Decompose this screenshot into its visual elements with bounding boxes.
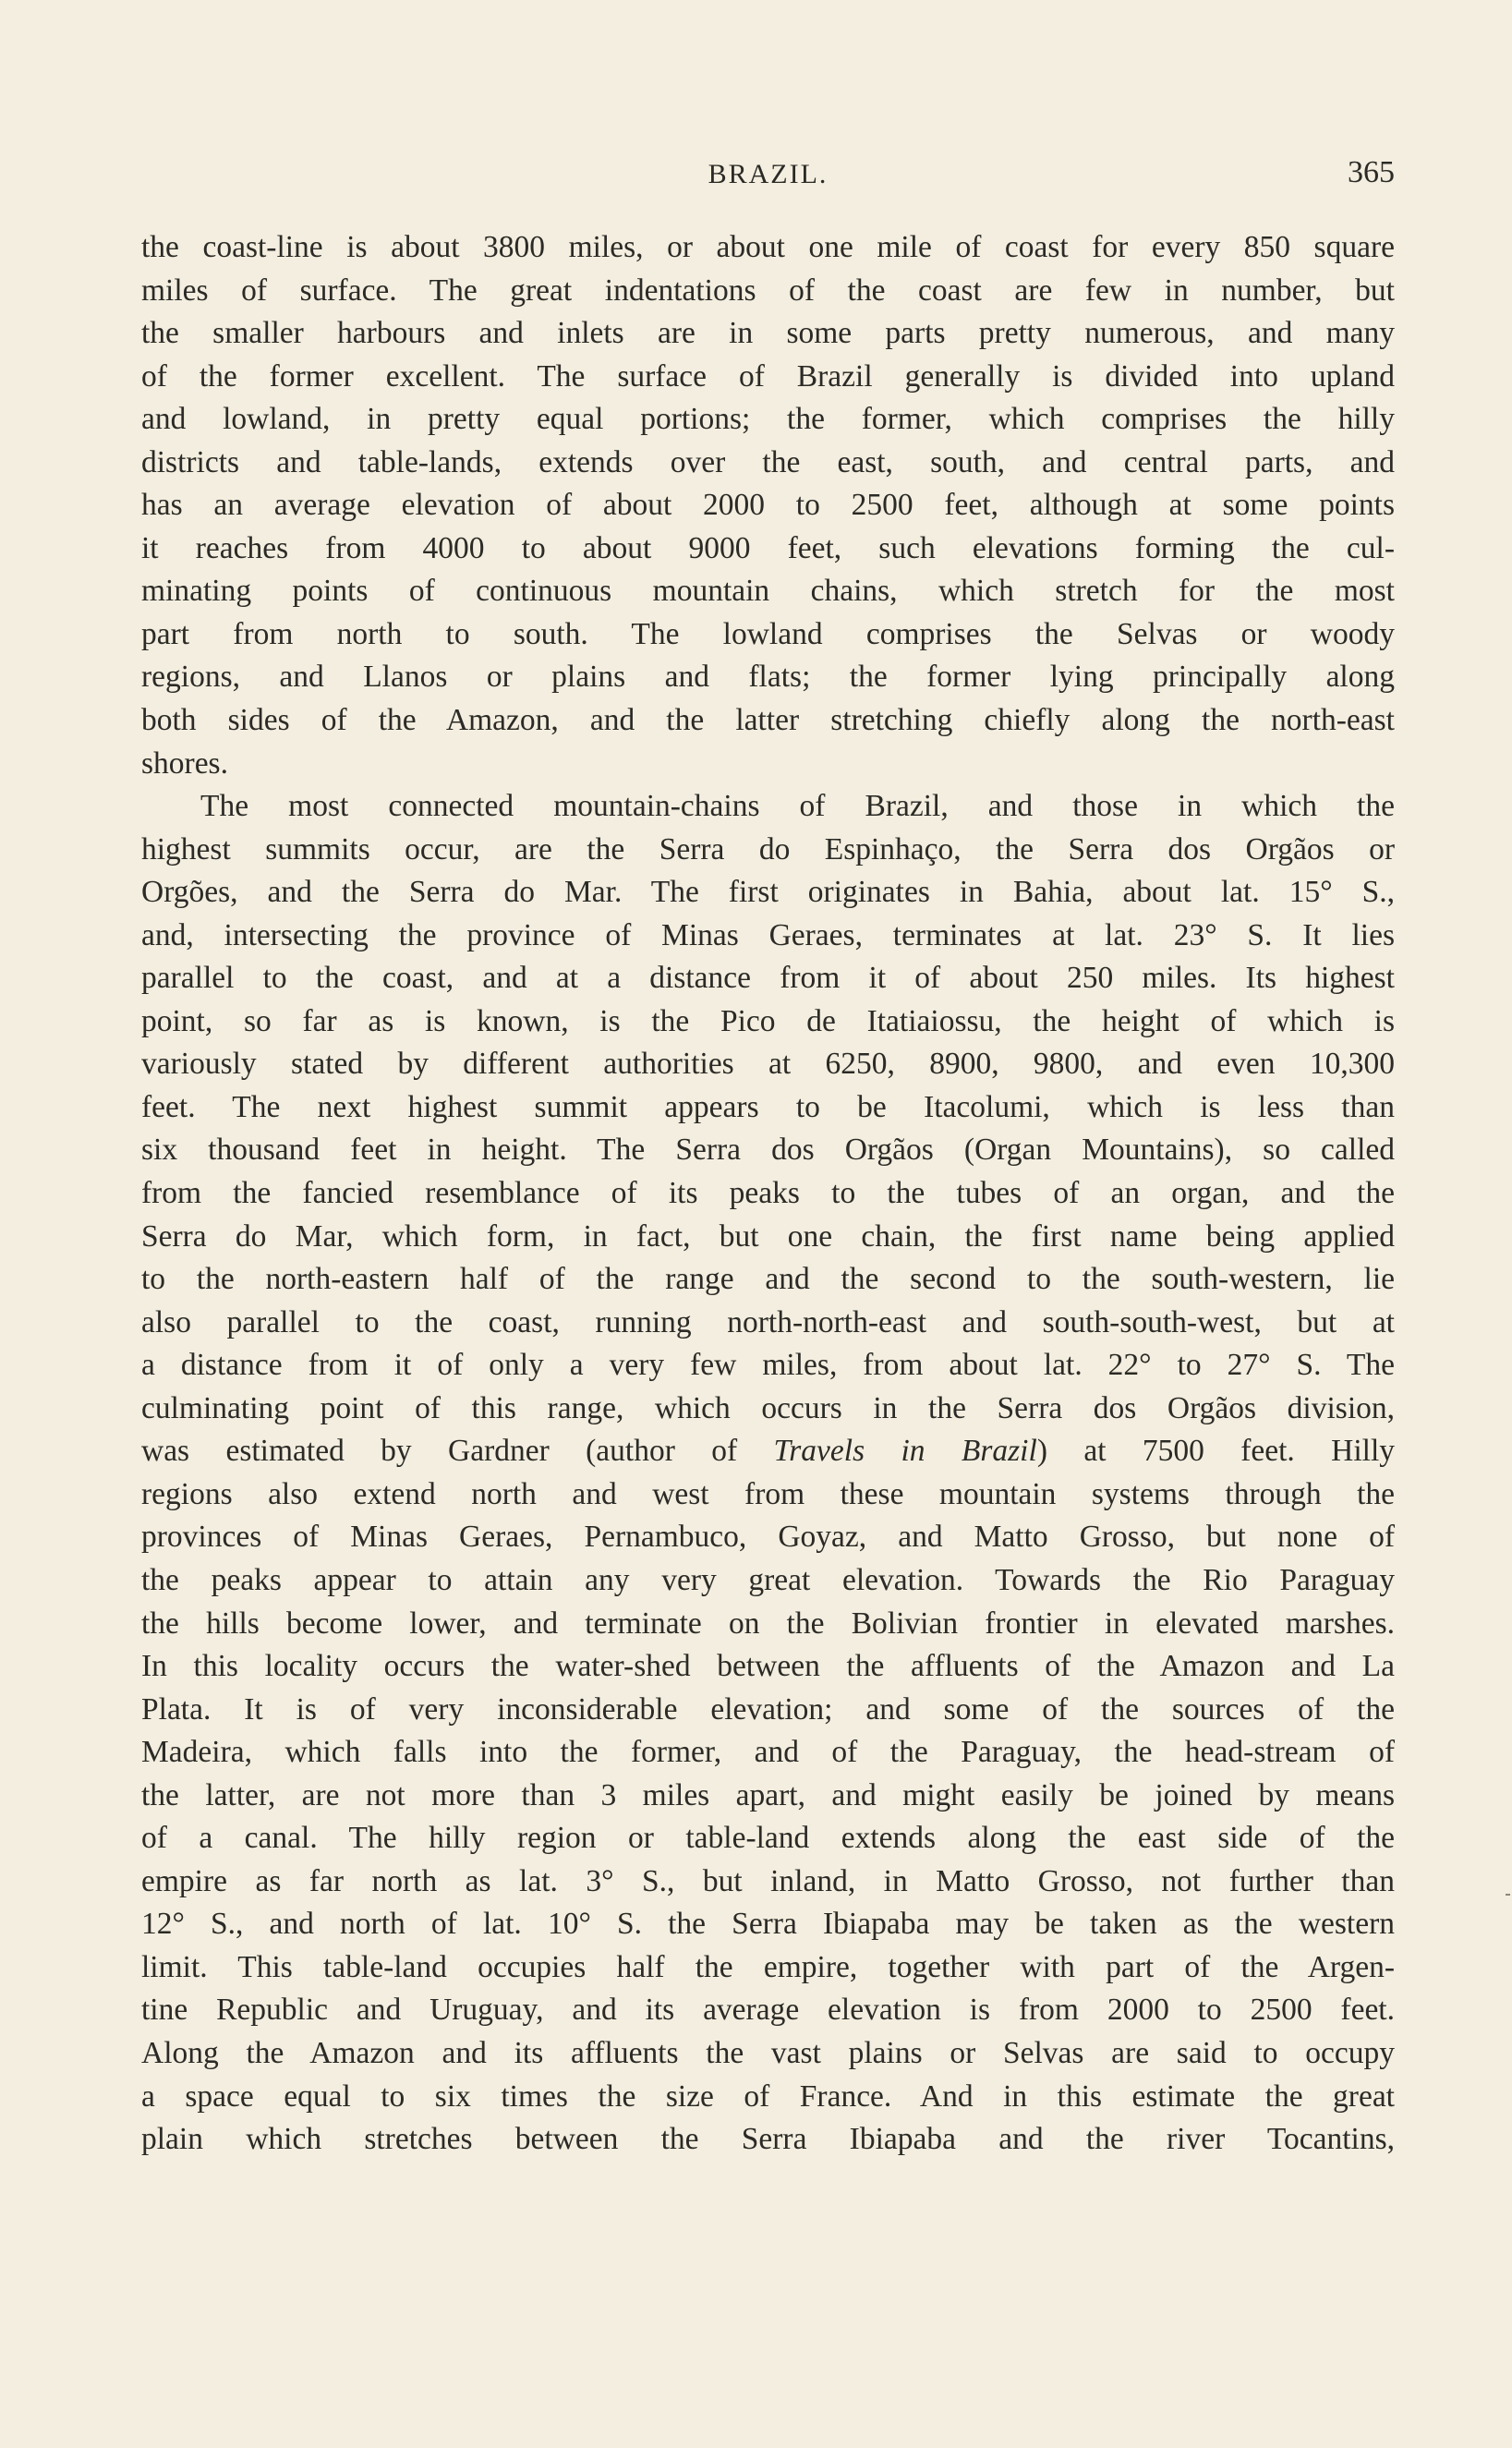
text-line: Serra do Mar, which form, in fact, but one chain, the first name being applied [141, 1218, 1395, 1254]
text-line: feet. The next highest summit appears to be Itacolumi, which is less than [141, 1089, 1395, 1124]
text-line: minating points of continuous mountain chains, which stretch for the most [141, 574, 1395, 609]
text-line: the smaller harbours and inlets are in some parts pretty numerous, and many [141, 316, 1395, 351]
text-line: tine Republic and Uruguay, and its average elevation is from 2000 to 2500 feet. [141, 1993, 1395, 2028]
text-line: regions also extend north and west from these mountain systems through the [141, 1476, 1395, 1511]
text-line: part from north to south. The lowland comprises the Selvas or woody [141, 616, 1395, 651]
text-line: limit. This table-land occupies half the empire, together with part of the Argen- [141, 1949, 1395, 1984]
text-line: Orgões, and the Serra do Mar. The first originates in Bahia, about lat. 15° S., [141, 875, 1395, 910]
margin-mark [1506, 1894, 1510, 1896]
text-line: of the former excellent. The surface of Brazil generally is divided into upland [141, 358, 1395, 394]
text-line: provinces of Minas Geraes, Pernambuco, Goyaz, and Matto Grosso, but none of [141, 1520, 1395, 1555]
text-line: the coast-line is about 3800 miles, or about one mile of coast for every 850 square [141, 230, 1395, 264]
paragraph [141, 226, 1395, 785]
text-line: also parallel to the coast, running north-north-east and south-south-west, but at [141, 1304, 1395, 1339]
text-line-with-title [141, 1430, 1395, 1473]
text-line: Plata. It is of very inconsiderable elevation; and some of the sources of the [141, 1691, 1395, 1727]
text-line: a distance from it of only a very few miles, from about lat. 22° to 27° S. The [141, 1348, 1395, 1383]
text-line: Madeira, which falls into the former, and of the Paraguay, the head-stream of [141, 1735, 1395, 1770]
body-text [141, 226, 1395, 2162]
text-line: variously stated by different authorities at 6250, 8900, 9800, and even 10,300 [141, 1047, 1395, 1082]
text-line: of a canal. The hilly region or table-land extends along the east side of the [141, 1821, 1395, 1856]
text-line: regions, and Llanos or plains and flats; the former lying principally along [141, 660, 1395, 695]
text-line: has an average elevation of about 2000 to 2500 feet, although at some points [141, 488, 1395, 523]
text-line: shores. [141, 745, 228, 781]
text-line: Along the Amazon and its affluents the vast plains or Selvas are said to occupy [141, 2035, 1395, 2070]
running-title: BRAZIL. [708, 159, 829, 189]
text-line: both sides of the Amazon, and the latter stretching chiefly along the north-east [141, 703, 1395, 738]
text-line: highest summits occur, are the Serra do Espinhaço, the Serra dos Orgãos or [141, 831, 1395, 866]
text-line: the hills become lower, and terminate on the Bolivian frontier in elevated marshes. [141, 1606, 1395, 1641]
text-line: to the north-eastern half of the range and the second to the south-western, lie [141, 1262, 1395, 1297]
text-line: 12° S., and north of lat. 10° S. the Serra Ibiapaba may be taken as the western [141, 1907, 1395, 1942]
text-segment: was estimated by Gardner (author of [141, 1434, 774, 1469]
text-line: miles of surface. The great indentations of the coast are few in number, but [141, 273, 1395, 308]
text-line: The most connected mountain-chains of Brazil, and those in which the [200, 789, 1395, 824]
book-title: Travels in Brazil [773, 1434, 1037, 1469]
text-segment: ) at 7500 feet. Hilly [1036, 1434, 1395, 1469]
text-line: from the fancied resemblance of its peaks to the tubes of an organ, and the [141, 1176, 1395, 1211]
text-line: a space equal to six times the size of France. And in this estimate the great [141, 2078, 1395, 2114]
text-line: and, intersecting the province of Minas Geraes, terminates at lat. 23° S. It lies [141, 917, 1395, 952]
text-line: In this locality occurs the water-shed between the affluents of the Amazon and La [141, 1649, 1395, 1684]
text-line: point, so far as is known, is the Pico de Itatiaiossu, the height of which is [141, 1003, 1395, 1038]
text-line: culminating point of this range, which occurs in the Serra dos Orgãos division, [141, 1390, 1395, 1425]
text-line: plain which stretches between the Serra Ibiapaba and the river Tocantins, [141, 2122, 1395, 2157]
text-line: it reaches from 4000 to about 9000 feet, such elevations forming the cul- [141, 530, 1395, 565]
text-line: the peaks appear to attain any very great elevation. Towards the Rio Paraguay [141, 1562, 1395, 1597]
paragraph [141, 785, 1395, 2162]
text-line: parallel to the coast, and at a distance from it of about 250 miles. Its highest [141, 961, 1395, 996]
text-line: empire as far north as lat. 3° S., but inland, in Matto Grosso, not further than [141, 1863, 1395, 1898]
running-head [141, 155, 1395, 201]
text-line: the latter, are not more than 3 miles apart, and might easily be joined by means [141, 1777, 1395, 1812]
text-line: districts and table-lands, extends over the east, south, and central parts, and [141, 444, 1395, 479]
text-line: six thousand feet in height. The Serra dos Orgãos (Organ Mountains), so called [141, 1133, 1395, 1168]
text-line: and lowland, in pretty equal portions; the former, which comprises the hilly [141, 402, 1395, 437]
page-number: 365 [1348, 155, 1395, 189]
